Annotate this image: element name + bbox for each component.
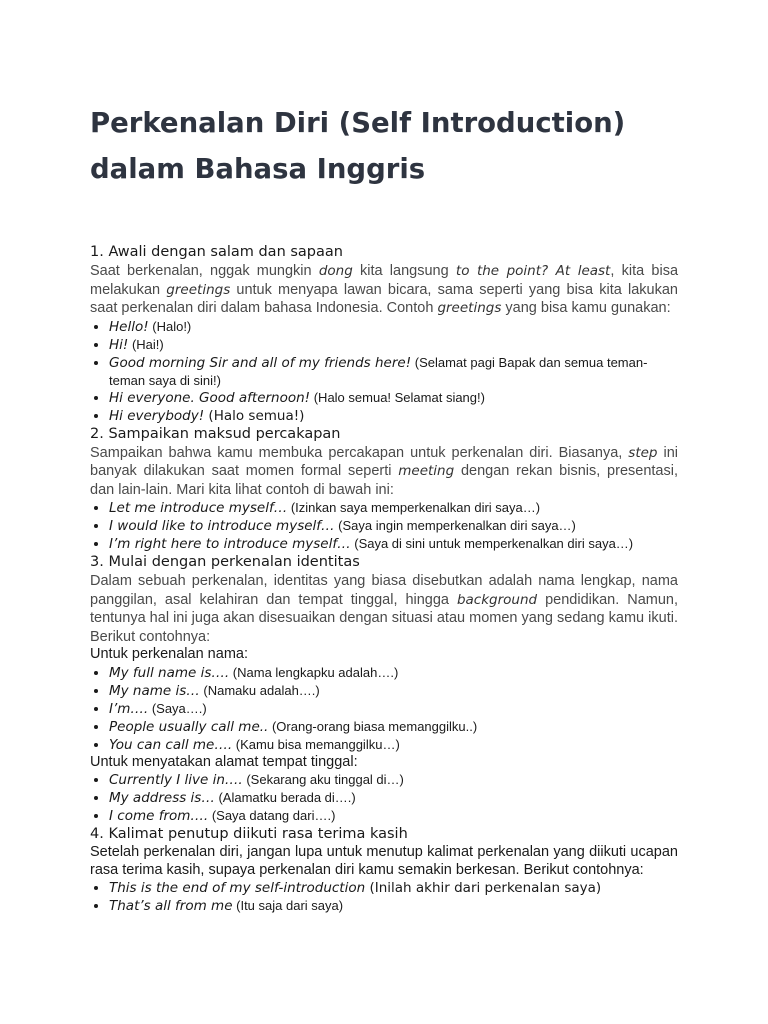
section-heading: 4. Kalimat penutup diikuti rasa terima kasih <box>90 826 408 842</box>
paragraph-text: , kita bisa melakukan <box>90 263 679 298</box>
paragraph-text: kita langsung <box>352 263 456 279</box>
italic-term: step <box>628 444 658 461</box>
english-phrase: I would like to introduce myself… <box>109 518 335 534</box>
section-paragraph <box>90 572 678 646</box>
english-phrase: Hi everybody! <box>109 407 205 424</box>
english-phrase: Hi everyone. Good afternoon! <box>109 389 311 406</box>
italic-term: greetings <box>166 281 231 298</box>
translation: (Namaku adalah….) <box>199 682 320 698</box>
translation: (Itu saja dari saya) <box>232 898 344 913</box>
italic-term: background <box>456 591 538 608</box>
english-phrase: I’m…. <box>109 700 149 717</box>
list-item <box>109 771 678 789</box>
english-phrase: Currently I live in…. <box>109 772 243 788</box>
list-item <box>109 664 678 682</box>
italic-term: to the point? At least <box>455 263 611 279</box>
bullet-list <box>90 664 678 754</box>
paragraph-text: yang bisa kamu gunakan: <box>501 300 671 316</box>
sub-label: Untuk perkenalan nama: <box>90 646 248 662</box>
translation: (Hai!) <box>128 336 164 352</box>
translation: (Nama lengkapku adalah….) <box>229 664 399 680</box>
list-item <box>109 718 678 736</box>
paragraph-text: pendidikan. Namun, tentunya hal ini juga akan disesuaikan dengan situasi atau momen yang sedang kamu ikuti. Berikut contohnya: <box>90 591 679 645</box>
article-body <box>90 243 678 915</box>
list-item <box>109 318 678 336</box>
section-paragraph <box>90 444 678 500</box>
translation: (Saya ingin memperkenalkan diri saya…) <box>334 518 576 533</box>
translation: (Halo semua!) <box>204 407 305 424</box>
list-item <box>109 499 678 517</box>
english-phrase: My address is… <box>109 790 215 806</box>
english-phrase: Let me introduce myself… <box>109 500 288 516</box>
translation: (Halo semua! Selamat siang!) <box>310 389 485 405</box>
bullet-list <box>90 499 678 553</box>
translation: (Saya….) <box>148 700 207 716</box>
english-phrase: People usually call me.. <box>109 718 269 735</box>
list-item <box>109 879 678 897</box>
translation: (Inilah akhir dari perkenalan saya) <box>365 880 602 896</box>
list-item <box>109 389 678 407</box>
translation: (Izinkan saya memperkenalkan diri saya…) <box>287 500 541 515</box>
english-phrase: Good morning Sir and all of my friends here! <box>109 354 412 371</box>
translation: (Selamat pagi Bapak dan semua teman-teman saya di sini!) <box>109 354 648 388</box>
english-phrase: I’m right here to introduce myself… <box>109 536 351 552</box>
list-item <box>109 736 678 754</box>
translation: (Alamatku berada di….) <box>214 790 356 805</box>
paragraph-text: dengan rekan bisnis, presentasi, dan lain-lain. Mari kita lihat contoh di bawah ini: <box>90 463 678 498</box>
list-item <box>109 517 678 535</box>
english-phrase: This is the end of my self-introduction <box>109 880 366 896</box>
english-phrase: That’s all from me <box>109 898 233 914</box>
translation: (Saya datang dari….) <box>208 808 336 823</box>
list-item <box>109 807 678 825</box>
english-phrase: My full name is…. <box>109 664 230 681</box>
italic-term: meeting <box>398 463 455 479</box>
paragraph-text: ini banyak dilakukan saat momen formal seperti <box>90 444 678 479</box>
italic-term: greetings <box>437 300 502 316</box>
english-phrase: Hello! <box>109 318 149 335</box>
list-item <box>109 354 678 389</box>
list-item <box>109 682 678 700</box>
list-item <box>109 700 678 718</box>
paragraph-text: Sampaikan bahwa kamu membuka percakapan untuk perkenalan diri. Biasanya, <box>90 444 629 461</box>
section-paragraph: Setelah perkenalan diri, jangan lupa untuk menutup kalimat perkenalan yang diikuti ucapan rasa terima kasih, supaya perkenalan diri kamu semakin berkesan. Berikut contohnya: <box>90 844 678 878</box>
list-item <box>109 407 678 425</box>
section-paragraph <box>90 262 678 318</box>
list-item <box>109 336 678 354</box>
translation: (Orang-orang biasa memanggilku..) <box>268 718 478 734</box>
list-item <box>109 897 678 915</box>
paragraph-text: Saat berkenalan, nggak mungkin <box>90 263 319 279</box>
section-heading: 3. Mulai dengan perkenalan identitas <box>90 554 360 570</box>
bullet-list <box>90 318 678 425</box>
section-heading: 1. Awali dengan salam dan sapaan <box>90 244 343 260</box>
italic-term: dong <box>318 263 353 279</box>
paragraph-text: Dalam sebuah perkenalan, identitas yang biasa disebutkan adalah nama lengkap, nama panggilan, asal kelahiran dan tempat tinggal, hingga <box>90 573 678 608</box>
translation: (Halo!) <box>148 318 192 334</box>
sub-label: Untuk menyatakan alamat tempat tinggal: <box>90 753 358 770</box>
translation: (Sekarang aku tinggal di…) <box>242 772 404 787</box>
translation: (Kamu bisa memanggilku…) <box>232 736 400 752</box>
english-phrase: I come from…. <box>109 808 209 824</box>
page-title: Perkenalan Diri (Self Introduction) dalam Bahasa Inggris <box>90 107 626 185</box>
list-item <box>109 535 678 553</box>
section-heading: 2. Sampaikan maksud percakapan <box>90 425 341 442</box>
paragraph-text: untuk menyapa lawan bicara, sama seperti yang bisa kita lakukan saat perkenalan diri dalam bahasa Indonesia. Contoh <box>90 281 678 316</box>
english-phrase: You can call me…. <box>109 736 233 753</box>
bullet-list <box>90 879 678 915</box>
english-phrase: My name is… <box>109 682 200 699</box>
english-phrase: Hi! <box>109 336 129 353</box>
bullet-list <box>90 771 678 825</box>
list-item <box>109 789 678 807</box>
translation: (Saya di sini untuk memperkenalkan diri saya…) <box>350 536 634 551</box>
